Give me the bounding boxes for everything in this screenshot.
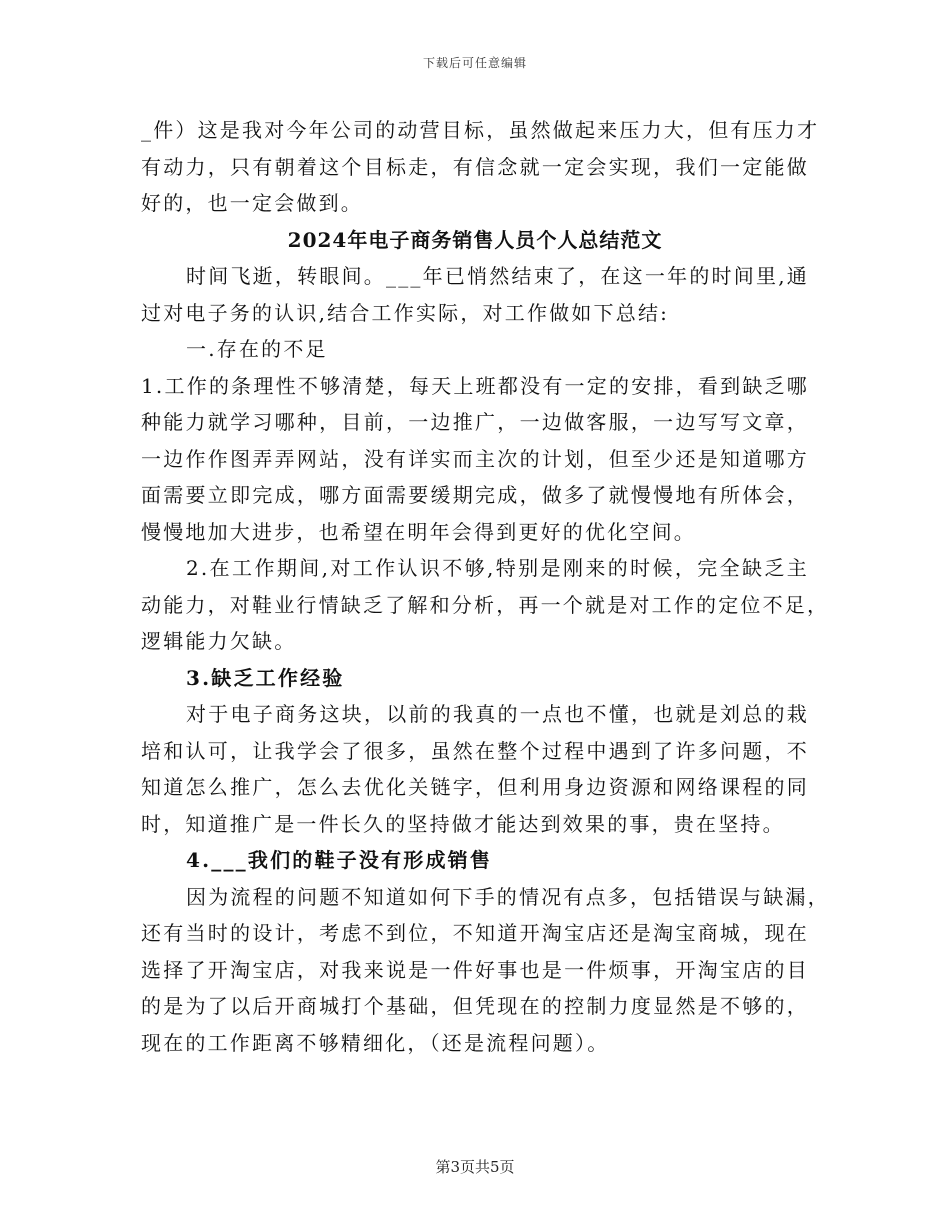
text-line: 过对电子务的认识,结合工作实际，对工作做如下总结: — [141, 300, 670, 325]
text-line: 2.在工作期间,对工作认识不够,特别是刚来的时候，完全缺乏主 — [186, 556, 809, 580]
text-line: 的是为了以后开商城打个基础，但凭现在的控制力度显然是不够的， — [141, 994, 809, 1018]
text-line: _件）这是我对今年公司的动营目标，虽然做起来压力大，但有压力才 — [141, 118, 820, 142]
section-heading: 一.存在的不足 — [186, 337, 328, 361]
text-line: 逻辑能力欠缺。 — [141, 629, 297, 653]
text-line: 还有当时的设计，考虑不到位，不知道开淘宝店还是淘宝商城，现在 — [141, 921, 809, 945]
text-line: 因为流程的问题不知道如何下手的情况有点多，包括错误与缺漏， — [186, 884, 830, 909]
section-heading: 3.缺乏工作经验 — [186, 665, 345, 690]
text-line: 时，知道推广是一件长久的坚持做才能达到效果的事，贵在坚持。 — [141, 811, 785, 836]
text-line: 有动力，只有朝着这个目标走，有信念就一定会实现，我们一定能做 — [141, 154, 809, 179]
text-line: 知道怎么推广，怎么去优化关链字，但利用身边资源和网络课程的同 — [141, 775, 809, 799]
page-footer: 第3页共5页 — [435, 1158, 515, 1176]
text-line: 慢慢地加大进步，也希望在明年会得到更好的优化空间。 — [141, 519, 696, 544]
text-line: 一边作作图弄弄网站，没有详实而主次的计划，但至少还是知道哪方 — [141, 446, 809, 471]
text-line: 好的，也一定会做到。 — [141, 191, 363, 215]
text-line: 种能力就学习哪种，目前，一边推广，一边做客服，一边写写文章， — [141, 410, 809, 434]
text-line: 1.工作的条理性不够清楚，每天上班都没有一定的安排，看到缺乏哪 — [141, 373, 809, 398]
document-title: 2024年电子商务销售人员个人总结范文 — [287, 227, 663, 252]
text-line: 选择了开淘宝店，对我来说是一件好事也是一件烦事，开淘宝店的目 — [141, 957, 809, 982]
text-line: 培和认可，让我学会了很多，虽然在整个过程中遇到了许多问题，不 — [141, 738, 809, 763]
text-line: 对于电子商务这块，以前的我真的一点也不懂，也就是刘总的栽 — [186, 702, 809, 726]
text-line: 现在的工作距离不够精细化，（还是流程问题）。 — [141, 1030, 610, 1055]
text-line: 动能力，对鞋业行情缺乏了解和分析，再一个就是对工作的定位不足， — [141, 592, 830, 617]
text-line: 面需要立即完成，哪方面需要缓期完成，做多了就慢慢地有所体会， — [141, 483, 809, 507]
section-heading: 4.___我们的鞋子没有形成销售 — [186, 848, 493, 872]
page-header: 下载后可任意编辑 — [422, 56, 527, 70]
text-line: 时间飞逝，转眼间。___年已悄然结束了，在这一年的时间里,通 — [186, 264, 809, 288]
document-body — [141, 112, 830, 1061]
